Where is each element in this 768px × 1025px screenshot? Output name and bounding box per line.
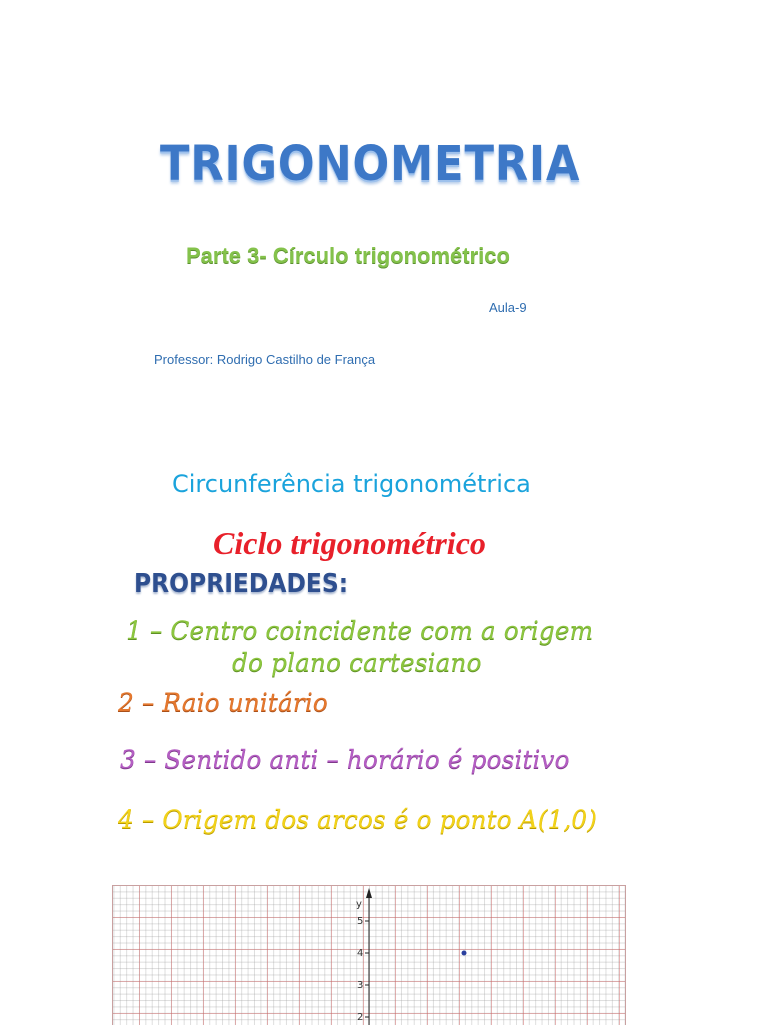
y-axis-arrow-icon [366, 888, 372, 898]
professor-name: Professor: Rodrigo Castilho de França [154, 352, 376, 367]
properties-title: PROPRIEDADES: [134, 569, 349, 599]
plotted-point [462, 951, 467, 956]
section-heading: Circunferência trigonométrica [172, 470, 531, 498]
section-subheading: Ciclo trigonométrico [213, 525, 486, 561]
property-1-continued: do plano cartesiano [232, 648, 482, 677]
y-tick-label: 5 [357, 916, 364, 927]
property-1: 1 – Centro coincidente com a origem [126, 616, 594, 645]
y-axis-label: y [356, 899, 362, 910]
property-2: 2 – Raio unitário [118, 688, 328, 717]
lesson-label: Aula-9 [489, 300, 527, 315]
y-tick-label: 4 [357, 948, 364, 959]
page-title: TRIGONOMETRIA [160, 136, 581, 192]
property-4: 4 – Origem dos arcos é o ponto A(1,0) [118, 805, 597, 834]
page-subtitle: Parte 3- Círculo trigonométrico [186, 243, 510, 268]
graph-paper [112, 885, 626, 1025]
property-3: 3 – Sentido anti – horário é positivo [120, 745, 570, 774]
y-tick-label: 2 [357, 1012, 364, 1023]
cartesian-graph [113, 886, 625, 1025]
y-tick-label: 3 [357, 980, 364, 991]
